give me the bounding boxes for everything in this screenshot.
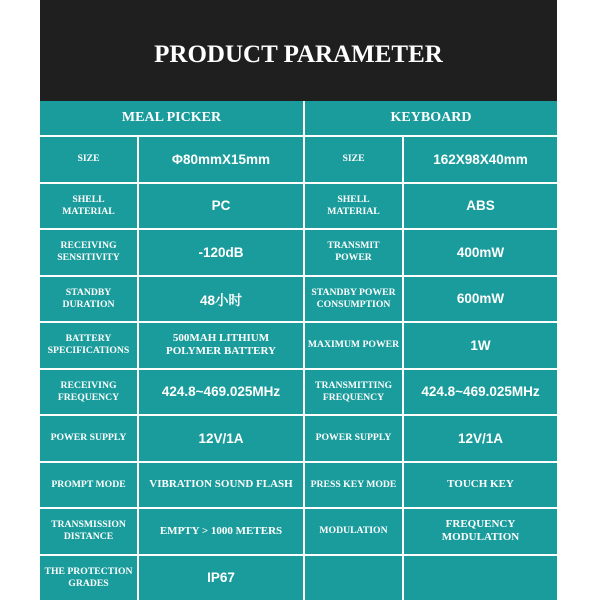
meal-picker-transmission-distance-value: EMPTY > 1000 METERS: [139, 509, 303, 554]
keyboard-standby-power-consumption-value: 600mW: [404, 277, 557, 322]
meal-picker-receiving-frequency-label: RECEIVING FREQUENCY: [40, 370, 137, 415]
keyboard-transmit-power-label: TRANSMIT POWER: [305, 230, 402, 275]
meal-picker-column-header: MEAL PICKER: [40, 101, 303, 135]
empty-cell: [305, 556, 402, 600]
page-title: PRODUCT PARAMETER: [154, 41, 443, 68]
meal-picker-size-value: Φ80mmX15mm: [139, 137, 303, 182]
empty-cell: [404, 556, 557, 600]
keyboard-shell-material-label: SHELL MATERIAL: [305, 184, 402, 229]
meal-picker-prompt-mode-label: PROMPT MODE: [40, 463, 137, 508]
keyboard-press-key-mode-value: TOUCH KEY: [404, 463, 557, 508]
keyboard-modulation-label: MODULATION: [305, 509, 402, 554]
keyboard-size-value: 162X98X40mm: [404, 137, 557, 182]
meal-picker-receiving-sensitivity-value: -120dB: [139, 230, 303, 275]
keyboard-press-key-mode-label: PRESS KEY MODE: [305, 463, 402, 508]
keyboard-transmitting-frequency-label: TRANSMITTING FREQUENCY: [305, 370, 402, 415]
meal-picker-prompt-mode-value: VIBRATION SOUND FLASH: [139, 463, 303, 508]
meal-picker-protection-grades-label: THE PROTECTION GRADES: [40, 556, 137, 600]
keyboard-power-supply-label: POWER SUPPLY: [305, 416, 402, 461]
keyboard-shell-material-value: ABS: [404, 184, 557, 229]
meal-picker-standby-duration-label: STANDBY DURATION: [40, 277, 137, 322]
meal-picker-transmission-distance-label: TRANSMISSION DISTANCE: [40, 509, 137, 554]
meal-picker-power-supply-label: POWER SUPPLY: [40, 416, 137, 461]
meal-picker-size-label: SIZE: [40, 137, 137, 182]
keyboard-maximum-power-label: MAXIMUM POWER: [305, 323, 402, 368]
meal-picker-shell-material-label: SHELL MATERIAL: [40, 184, 137, 229]
meal-picker-receiving-frequency-value: 424.8~469.025MHz: [139, 370, 303, 415]
meal-picker-shell-material-value: PC: [139, 184, 303, 229]
title-banner: [40, 0, 557, 101]
meal-picker-battery-specifications-value: 500MAH LITHIUM POLYMER BATTERY: [139, 323, 303, 368]
keyboard-transmitting-frequency-value: 424.8~469.025MHz: [404, 370, 557, 415]
keyboard-transmit-power-value: 400mW: [404, 230, 557, 275]
meal-picker-standby-duration-value: 48小时: [139, 277, 303, 322]
meal-picker-receiving-sensitivity-label: RECEIVING SENSITIVITY: [40, 230, 137, 275]
keyboard-power-supply-value: 12V/1A: [404, 416, 557, 461]
keyboard-size-label: SIZE: [305, 137, 402, 182]
keyboard-column-header: KEYBOARD: [305, 101, 557, 135]
keyboard-modulation-value: FREQUENCY MODULATION: [404, 509, 557, 554]
keyboard-maximum-power-value: 1W: [404, 323, 557, 368]
meal-picker-protection-grades-value: IP67: [139, 556, 303, 600]
keyboard-standby-power-consumption-label: STANDBY POWER CONSUMPTION: [305, 277, 402, 322]
meal-picker-power-supply-value: 12V/1A: [139, 416, 303, 461]
meal-picker-battery-specifications-label: BATTERY SPECIFICATIONS: [40, 323, 137, 368]
parameter-table: [40, 101, 557, 600]
